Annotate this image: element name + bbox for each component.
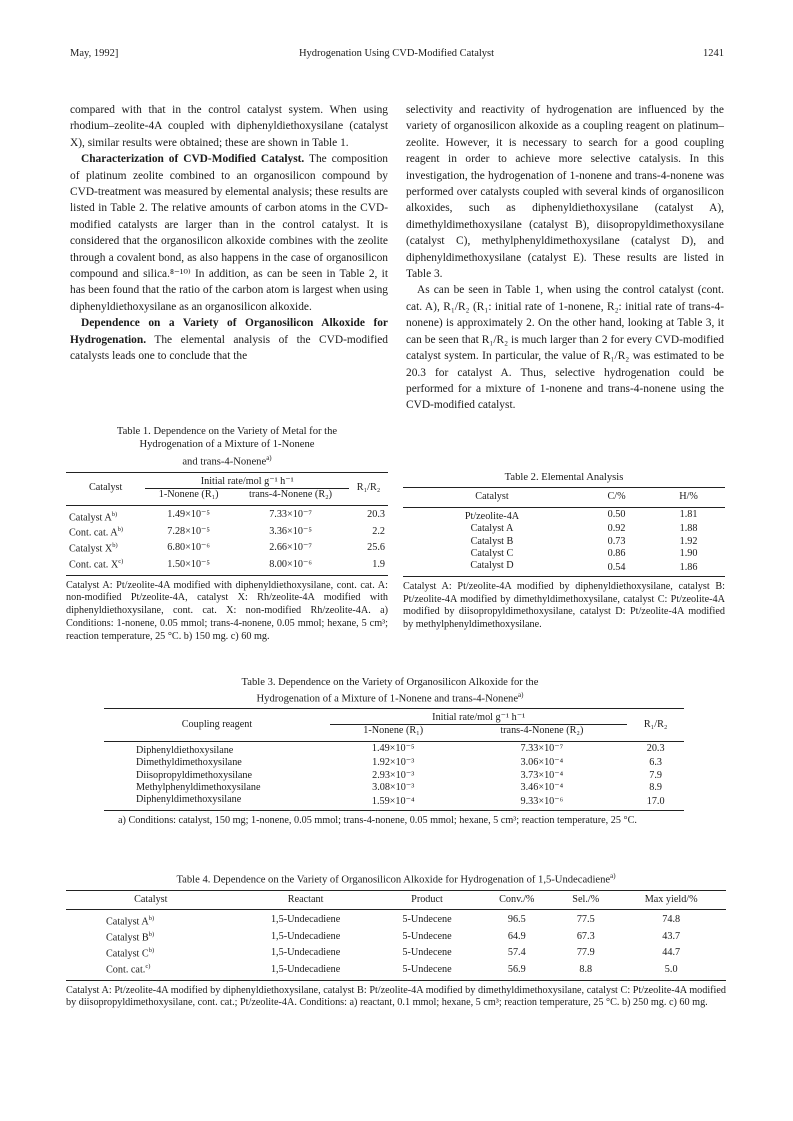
table-2 [403,471,725,632]
table-row: Cont. cat. $X^{c)}$ 1.50×10⁻⁵ 8.00×10⁻⁶ 1.9 [66,556,388,575]
paragraph: selectivity and reactivity of hydrogenation are influenced by the variety of organosilicon alkoxide as a coupling reagent on platinum–zeolite. However, it is necessary to search for a good coupling reagent in order to achieve more selective catalysis. In this investigation, the hydrogenation of 1-nonene and trans-4-nonene was performed over catalysts coupled with several kinds of organosilicon alkoxides, such as diphenyldiethoxysilane (catalyst A), dimethyldimethoxysilane (catalyst B), diisopropyldimethoxysilane (catalyst C), methylphenyldimethoxysilane (catalyst D), and diphenyldimethoxysilane (catalyst E). These results are listed in Table 3. [406,104,724,281]
section-dependence [70,315,388,364]
table-3 [104,676,676,706]
column-header: 1-Nonene (R₁) [158,489,219,501]
table-row: Catalyst D 0.54 1.86 [403,560,725,576]
table-caption: Table 3. Dependence on the Variety of Organosilicon Alkoxide for the Hydrogenation of a Mixture of 1-Nonene and trans-4-Nonene$^{a)}$ [241,677,539,705]
page-number: 1241 [703,48,724,59]
data-table [66,890,726,981]
table-footnote: Catalyst A: Pt/zeolite-4A modified by diphenyldiethoxysilane, catalyst B: Pt/zeolite-4A modified by dimethyldimethoxysilane, catalyst C: Pt/zeolite-4A modified by diisopropyldimethoxysilane, cont. cat.; Pt/zeolite-4A. Conditions: a) reactant, 0.1 mmol; hexane, 5 cm³; reaction temperature, 25 °C. b) 250 mg. c) 60 mg. [66,984,726,1009]
table-caption: Table 4. Dependence on the Variety of Organosilicon Alkoxide for Hydrogenation of 1,5-Undecadiene$^{a)}$ [176,872,616,886]
paragraph-text: The composition of platinum zeolite combined to an organosilicon compound by CVD-treatment was measured by elemental analysis; these results are listed in Table 2. The relative amounts of carbon atoms in the CVD-modified catalysts are larger than in the control catalyst. It is considered that the organosilicon alkoxide combines with the zeolite through a covalent bond, as also happens in the case of organosilicon compound and silica.⁸⁻¹⁰⁾ In addition, as can be seen in Table 2, it has been found that the ratio of the carbon atom is largest when using diphenyldiethoxysilane as an organosilicon alkoxide. [70,153,388,313]
running-header-title: Hydrogenation Using CVD-Modified Catalyst [298,48,495,59]
running-header-left: May, 1992] [70,48,119,59]
table-3-body [104,708,684,828]
table-row: Catalyst $A^{b)}$ 1.49×10⁻⁵ 7.33×10⁻⁷ 20.3 [69,508,385,523]
left-column [70,102,388,365]
data-table [66,472,388,576]
column-header: R₁/R₂ [349,472,388,505]
table-footnote: Catalyst A: Pt/zeolite-4A modified by diphenyldiethoxysilane, catalyst B: Pt/zeolite-4A modified by dimethyldimethoxysilane, catalyst C: Pt/zeolite-4A modified by diisopropyldimethoxysilane, catalyst D: Pt/zeolite-4A modified by methylphenyldimethoxysilane. [403,580,725,630]
column-header: trans-4-Nonene (R₂) [500,725,584,737]
paragraph: compared with that in the control catalyst system. When using rhodium–zeolite-4A coupled with diphenyldiethoxysilane (catalyst X), similar results were obtained; these are shown in Table 1. [70,104,388,149]
column-header: 1-Nonene (R₁) [363,725,424,737]
paragraph: As can be seen in Table 1, when using the control catalyst (cont. cat. A), R₁/R₂ (R₁: initial rate of 1-nonene, R₂: initial rate of trans-4-nonene) is approximately 2. On the other hand, looking at Table 3, it can be seen that R₁/R₂ is much larger than 2 for every CVD-modified catalyst system. In particular, the value of R₁/R₂ was estimated to be 20.3 for catalyst A. Thus, selective hydrogenation could be performed for a mixture of 1-nonene and trans-4-nonene using the CVD-modified catalyst. [406,284,724,412]
column-header: Product [411,893,443,905]
column-header: Catalyst [134,893,168,905]
column-header: Reactant [287,893,324,905]
column-header: Max yield/% [644,893,698,905]
table-caption: Table 1. Dependence on the Variety of Metal for the Hydrogenation of a Mixture of 1-Nonene and trans-4-Nonene$^{a)}$ [116,426,338,468]
column-header: Initial rate/mol g⁻¹ h⁻¹ [330,709,627,725]
column-header: Catalyst [475,491,509,503]
section-heading: Dependence on a Variety of Organosilicon Alkoxide for Hydrogenation. [70,317,388,346]
table-row: Methylphenyldimethoxysilane 3.08×10⁻³ 3.46×10⁻⁴ 8.9 [136,782,663,794]
column-header: C/% [607,491,626,503]
data-table [104,708,684,811]
column-header: R₁/R₂ [627,709,684,742]
data-table [403,487,725,576]
right-column [406,102,724,414]
table-row: Diisopropyldimethoxysilane 2.93×10⁻³ 3.73×10⁻⁴ 7.9 [136,769,663,781]
table-row: Diphenyldimethoxysilane 1.59×10⁻⁴ 9.33×10⁻⁶ 17.0 [104,794,684,810]
section-characterization [70,151,388,315]
table-row: Catalyst $X^{b)}$ 6.80×10⁻⁶ 2.66×10⁻⁷ 25.6 [69,541,385,555]
table-1 [66,425,388,643]
table-row: Catalyst A 0.92 1.88 [470,523,698,535]
table-row: Catalyst $C^{b)}$ 1,5-Undecadiene 5-Undecene 57.4 77.9 44.7 [106,946,681,960]
table-row: Catalyst C 0.86 1.90 [470,548,698,560]
table-footnote: Catalyst A: Pt/zeolite-4A modified with diphenyldiethoxysilane, cont. cat. A: non-modified Pt/zeolite-4A, catalyst X: Rh/zeolite-4A modified with diphenyldiethoxysilane, cont. cat. X: non-modified Rh/zeolite-4A. a) Conditions: 1-nonene, 0.05 mmol; trans-4-nonene, 0.05 mmol; hexane, 5 cm³; reaction temperature, 25 °C. b) 150 mg. c) 60 mg. [66,579,388,642]
column-header: Conv./% [499,893,535,905]
column-header: trans-4-Nonene (R₂) [249,489,333,501]
table-row: Cont. cat.$^{c)}$ 1,5-Undecadiene 5-Undecene 56.9 8.8 5.0 [66,961,726,980]
table-row: Pt/zeolite-4A 0.50 1.81 [464,509,698,522]
table-row: Dimethyldimethoxysilane 1.92×10⁻³ 3.06×10⁻⁴ 6.3 [136,757,663,769]
table-row: Catalyst $B^{b)}$ 1,5-Undecadiene 5-Undecene 64.9 67.3 43.7 [106,930,681,944]
paragraph-text: The elemental analysis of the CVD-modified catalysts leads one to conclude that the [70,333,388,363]
table-footnote: a) Conditions: catalyst, 150 mg; 1-nonene, 0.05 mmol; trans-4-nonene, 0.05 mmol; hexane, 5 cm³; reaction temperature, 25 °C. [118,814,637,826]
section-heading: Characterization of CVD-Modified Catalyst. [81,153,305,166]
table-row: Cont. cat. $A^{b)}$ 7.28×10⁻⁵ 3.36×10⁻⁵ 2.2 [69,526,385,539]
table-row: Diphenyldiethoxysilane 1.49×10⁻⁵ 7.33×10⁻⁷ 20.3 [136,743,665,756]
table-4 [66,870,726,1010]
column-header: Coupling reagent [104,709,330,742]
column-header: Catalyst [66,472,145,505]
table-row: Catalyst B 0.73 1.92 [470,535,698,547]
table-caption: Table 2. Elemental Analysis [504,472,624,483]
column-header: H/% [679,491,698,503]
column-header: Sel./% [572,893,600,905]
column-header: Initial rate/mol g⁻¹ h⁻¹ [145,472,349,488]
table-row: Catalyst $A^{b)}$ 1,5-Undecadiene 5-Undecene 96.5 77.5 74.8 [106,913,681,928]
